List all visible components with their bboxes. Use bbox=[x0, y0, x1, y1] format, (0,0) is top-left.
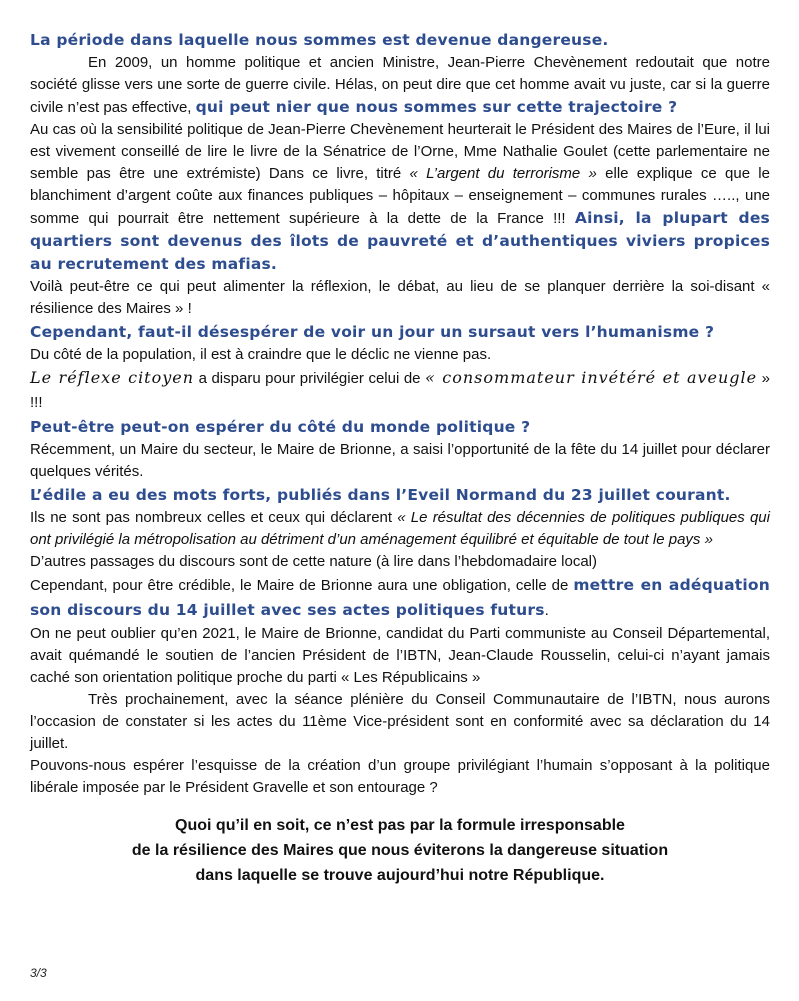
paragraph-text: Cependant, pour être crédible, le Maire de Brionne aura une obligation, celle de bbox=[30, 577, 574, 594]
paragraph-text: » !!! bbox=[30, 370, 770, 411]
heading-strong-words: L’édile a eu des mots forts, publiés dans l’Eveil Normand du 23 juillet courant. bbox=[30, 486, 731, 504]
heading-humanism: Cependant, faut-il désespérer de voir un jour un sursaut vers l’humanisme ? bbox=[30, 323, 715, 341]
paragraph-text: Au cas où la sensibilité politique de Jean-Pierre Chevènement heurterait le Président des Maires de l’Eure, il lui est vivement conseillé de lire le livre de la Sénatrice de l’Orne, Mme Nathalie Goulet (cette parlementaire ne semble pas être une extrémiste) Dans ce livre, titré bbox=[30, 121, 770, 182]
paragraph-text: En 2009, un homme politique et ancien Ministre, Jean-Pierre Chevènement redoutait que notre société glisse vers une sorte de guerre civile. Hélas, on peut dire que cet homme avait vu juste, car si la guerre civile n’est pas effective, bbox=[30, 54, 770, 116]
quote-metropolisation: « Le résultat des décennies de politiques publiques qui ont privilégié la métropolisation au détriment d’un aménagement équilibré et équitable de tout le pays » bbox=[30, 509, 770, 548]
highlight-trajectory: qui peut nier que nous sommes sur cette trajectoire ? bbox=[195, 98, 678, 116]
paragraph-chevenement bbox=[30, 52, 770, 119]
book-title: « L’argent du terrorisme » bbox=[409, 165, 597, 182]
closing-line: de la résilience des Maires que nous éviterons la dangereuse situation bbox=[131, 842, 669, 859]
page-number: 3/3 bbox=[30, 966, 47, 980]
paragraph-plenary-session: Très prochainement, avec la séance plénière du Conseil Communautaire de l’IBTN, nous aurons l’occasion de constater si les actes du 11ème Vice-président sont en conformité avec sa déclaration du 14 juillet. bbox=[30, 691, 770, 752]
paragraph-text: a disparu pour privilégier celui de bbox=[194, 370, 426, 387]
script-consumer: « consommateur invétéré et aveugle bbox=[425, 368, 758, 387]
paragraph-text: . bbox=[544, 602, 549, 619]
paragraph-brionne-mayor: Récemment, un Maire du secteur, le Maire de Brionne, a saisi l’opportunité de la fête du 14 juillet pour déclarer quelques vérités. bbox=[30, 441, 770, 480]
heading-political-world: Peut-être peut-on espérer du côté du monde politique ? bbox=[30, 418, 531, 436]
paragraph-citizen-reflex bbox=[30, 366, 770, 415]
paragraph-group-question: Pouvons-nous espérer l’esquisse de la création d’un groupe privilégiant l’humain s’opposant à la politique libérale imposée par le Président Gravelle et son entourage ? bbox=[30, 757, 770, 796]
document-page bbox=[30, 28, 770, 888]
paragraph-population: Du côté de la population, il est à craindre que le déclic ne vienne pas. bbox=[30, 346, 492, 363]
paragraph-text: Ils ne sont pas nombreux celles et ceux qui déclarent bbox=[30, 509, 398, 526]
closing-line: dans laquelle se trouve aujourd’hui notre République. bbox=[195, 867, 605, 884]
highlight-adequation: mettre en adéquation son discours du 14 juillet avec ses actes politiques futurs bbox=[30, 576, 770, 619]
paragraph-text: elle explique ce que le blanchiment d’argent coûte aux finances publiques – hôpitaux – enseignement – communes rurales ….., une somme qui pourrait être nettement supérieure à la dette de la France !!! bbox=[30, 165, 770, 227]
paragraph-declarations bbox=[30, 507, 770, 551]
heading-dangerous-period: La période dans laquelle nous sommes est devenue dangereuse. bbox=[30, 31, 609, 49]
highlight-poverty: Ainsi, la plupart des quartiers sont devenus des îlots de pauvreté et d’authentiques viviers propices au recrutement des mafias. bbox=[30, 209, 770, 273]
paragraph-credibility bbox=[30, 573, 770, 623]
closing-line: Quoi qu’il en soit, ce n’est pas par la formule irresponsable bbox=[175, 817, 625, 834]
paragraph-goulet bbox=[30, 119, 770, 276]
paragraph-other-passages: D’autres passages du discours sont de cette nature (à lire dans l’hebdomadaire local) bbox=[30, 553, 597, 570]
paragraph-reflexion: Voilà peut-être ce qui peut alimenter la réflexion, le débat, au lieu de se planquer derrière la soi-disant « résilience des Maires » ! bbox=[30, 278, 770, 317]
paragraph-2021: On ne peut oublier qu’en 2021, le Maire de Brionne, candidat du Parti communiste au Conseil Départemental, avait quémandé le soutien de l’ancien Président de l’IBTN, Jean-Claude Rousselin, celui-ci n’ayant jamais caché son orientation politique proche du parti « Les Républicains » bbox=[30, 625, 770, 686]
closing-statement bbox=[30, 813, 770, 888]
script-citizen-reflex: Le réflexe citoyen bbox=[30, 368, 195, 387]
